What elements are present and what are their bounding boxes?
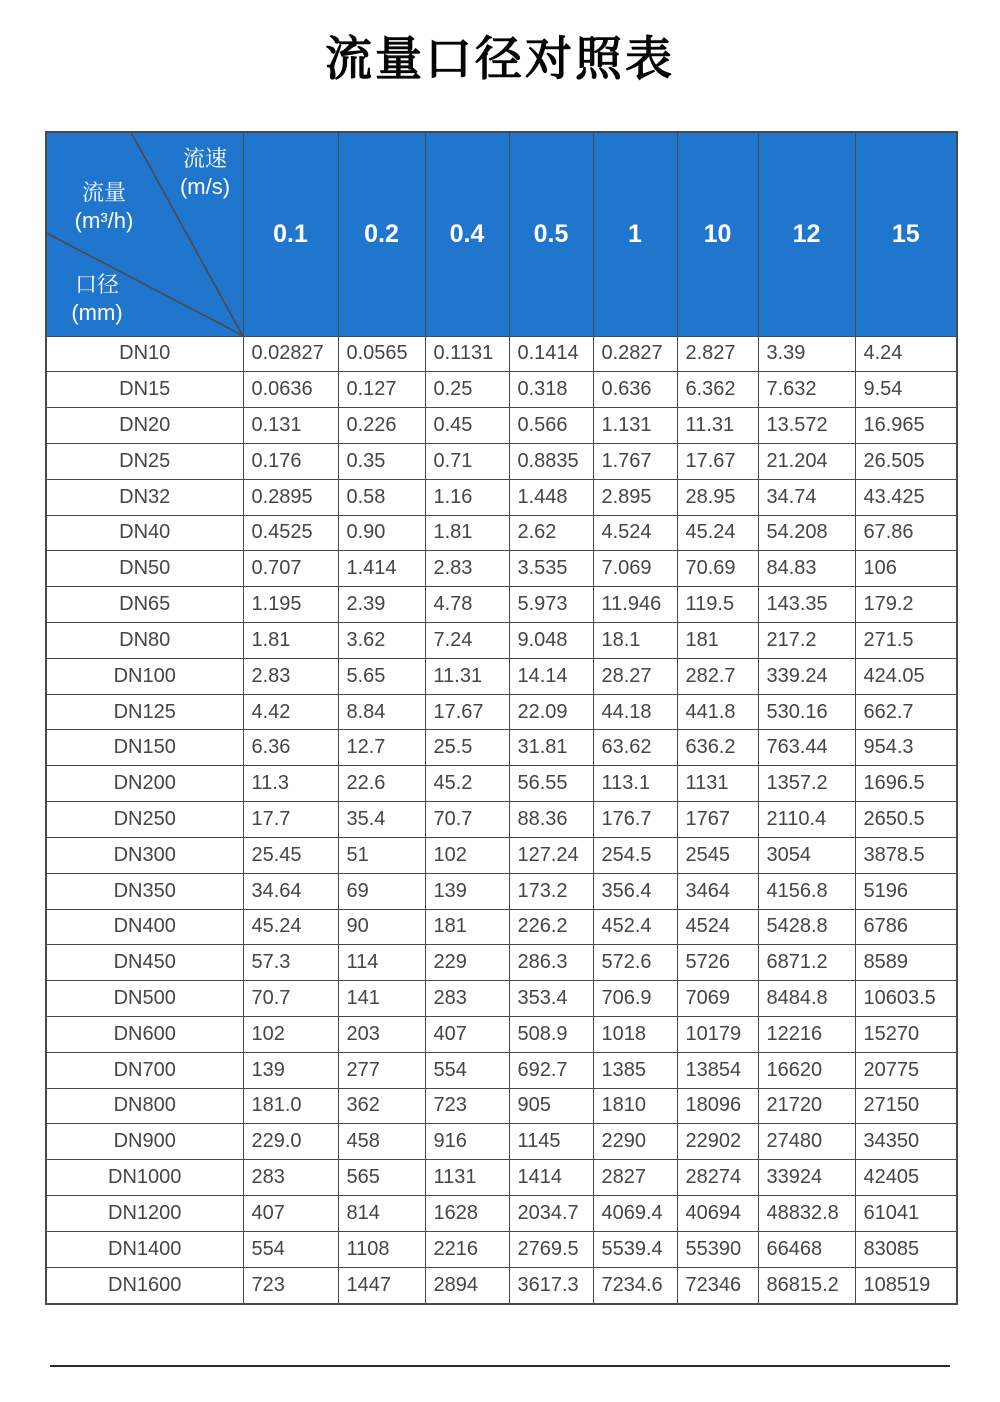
table-cell: 3.62 bbox=[338, 623, 425, 659]
table-cell: 2894 bbox=[425, 1267, 509, 1304]
table-cell: 45.24 bbox=[243, 909, 338, 945]
table-cell: 0.707 bbox=[243, 551, 338, 587]
table-cell: 723 bbox=[243, 1267, 338, 1304]
table-row bbox=[46, 694, 957, 730]
table-cell: 0.71 bbox=[425, 443, 509, 479]
row-label: DN250 bbox=[46, 802, 243, 838]
table-cell: 3054 bbox=[758, 837, 855, 873]
row-label: DN600 bbox=[46, 1016, 243, 1052]
table-cell: 1018 bbox=[593, 1016, 677, 1052]
table-cell: 181.0 bbox=[243, 1088, 338, 1124]
table-cell: 57.3 bbox=[243, 945, 338, 981]
table-cell: 407 bbox=[243, 1196, 338, 1232]
table-cell: 0.318 bbox=[509, 372, 593, 408]
row-label: DN65 bbox=[46, 587, 243, 623]
table-cell: 203 bbox=[338, 1016, 425, 1052]
table-cell: 34.74 bbox=[758, 479, 855, 515]
table-cell: 5.973 bbox=[509, 587, 593, 623]
table-cell: 1414 bbox=[509, 1160, 593, 1196]
table-cell: 21.204 bbox=[758, 443, 855, 479]
table-cell: 28.95 bbox=[677, 479, 758, 515]
table-cell: 22.09 bbox=[509, 694, 593, 730]
table-cell: 572.6 bbox=[593, 945, 677, 981]
table-cell: 45.24 bbox=[677, 515, 758, 551]
table-cell: 66468 bbox=[758, 1231, 855, 1267]
table-cell: 15270 bbox=[855, 1016, 957, 1052]
table-cell: 7234.6 bbox=[593, 1267, 677, 1304]
table-cell: 5428.8 bbox=[758, 909, 855, 945]
table-cell: 7069 bbox=[677, 981, 758, 1017]
table-cell: 1131 bbox=[425, 1160, 509, 1196]
table-cell: 217.2 bbox=[758, 623, 855, 659]
row-label: DN400 bbox=[46, 909, 243, 945]
table-cell: 226.2 bbox=[509, 909, 593, 945]
table-cell: 5539.4 bbox=[593, 1231, 677, 1267]
table-cell: 181 bbox=[425, 909, 509, 945]
table-cell: 0.45 bbox=[425, 408, 509, 444]
row-label: DN1200 bbox=[46, 1196, 243, 1232]
table-cell: 70.7 bbox=[243, 981, 338, 1017]
table-cell: 42405 bbox=[855, 1160, 957, 1196]
table-cell: 2.827 bbox=[677, 336, 758, 372]
table-cell: 1810 bbox=[593, 1088, 677, 1124]
table-cell: 6.362 bbox=[677, 372, 758, 408]
table-cell: 5.65 bbox=[338, 658, 425, 694]
table-cell: 139 bbox=[425, 873, 509, 909]
table-cell: 271.5 bbox=[855, 623, 957, 659]
table-cell: 61041 bbox=[855, 1196, 957, 1232]
table-row bbox=[46, 1088, 957, 1124]
table-cell: 1.81 bbox=[425, 515, 509, 551]
corner-diameter-label bbox=[55, 271, 139, 326]
velocity-header: 0.2 bbox=[338, 132, 425, 336]
table-cell: 13.572 bbox=[758, 408, 855, 444]
diameter-label: 口径 bbox=[74, 272, 119, 297]
table-cell: 353.4 bbox=[509, 981, 593, 1017]
table-cell: 25.45 bbox=[243, 837, 338, 873]
table-cell: 636.2 bbox=[677, 730, 758, 766]
table-cell: 55390 bbox=[677, 1231, 758, 1267]
table-cell: 0.1414 bbox=[509, 336, 593, 372]
table-row bbox=[46, 1267, 957, 1304]
table-cell: 45.2 bbox=[425, 766, 509, 802]
table-cell: 16.965 bbox=[855, 408, 957, 444]
table-cell: 4.524 bbox=[593, 515, 677, 551]
table-cell: 6.36 bbox=[243, 730, 338, 766]
table-cell: 27150 bbox=[855, 1088, 957, 1124]
table-cell: 0.1131 bbox=[425, 336, 509, 372]
row-label: DN1000 bbox=[46, 1160, 243, 1196]
table-cell: 1.81 bbox=[243, 623, 338, 659]
table-cell: 9.54 bbox=[855, 372, 957, 408]
table-cell: 2216 bbox=[425, 1231, 509, 1267]
table-row bbox=[46, 1196, 957, 1232]
table-cell: 4.24 bbox=[855, 336, 957, 372]
table-cell: 28.27 bbox=[593, 658, 677, 694]
table-row bbox=[46, 981, 957, 1017]
table-cell: 181 bbox=[677, 623, 758, 659]
velocity-header: 1 bbox=[593, 132, 677, 336]
table-cell: 339.24 bbox=[758, 658, 855, 694]
bottom-divider bbox=[50, 1365, 950, 1367]
table-row bbox=[46, 802, 957, 838]
table-cell: 905 bbox=[509, 1088, 593, 1124]
table-cell: 31.81 bbox=[509, 730, 593, 766]
table-cell: 3.535 bbox=[509, 551, 593, 587]
table-cell: 0.566 bbox=[509, 408, 593, 444]
table-cell: 48832.8 bbox=[758, 1196, 855, 1232]
table-cell: 452.4 bbox=[593, 909, 677, 945]
row-label: DN50 bbox=[46, 551, 243, 587]
table-cell: 1696.5 bbox=[855, 766, 957, 802]
table-cell: 4.78 bbox=[425, 587, 509, 623]
table-cell: 229.0 bbox=[243, 1124, 338, 1160]
table-cell: 565 bbox=[338, 1160, 425, 1196]
flow-unit: (m³/h) bbox=[74, 207, 134, 233]
table-cell: 26.505 bbox=[855, 443, 957, 479]
table-row bbox=[46, 336, 957, 372]
table-cell: 67.86 bbox=[855, 515, 957, 551]
table-cell: 2.39 bbox=[338, 587, 425, 623]
table-cell: 3617.3 bbox=[509, 1267, 593, 1304]
table-cell: 1.414 bbox=[338, 551, 425, 587]
table-cell: 0.176 bbox=[243, 443, 338, 479]
velocity-header: 12 bbox=[758, 132, 855, 336]
velocity-unit: (m/s) bbox=[179, 173, 231, 199]
row-label: DN100 bbox=[46, 658, 243, 694]
table-cell: 22902 bbox=[677, 1124, 758, 1160]
row-label: DN500 bbox=[46, 981, 243, 1017]
table-cell: 0.8835 bbox=[509, 443, 593, 479]
table-cell: 44.18 bbox=[593, 694, 677, 730]
velocity-header: 10 bbox=[677, 132, 758, 336]
table-cell: 69 bbox=[338, 873, 425, 909]
table-cell: 90 bbox=[338, 909, 425, 945]
table-cell: 0.58 bbox=[338, 479, 425, 515]
table-row bbox=[46, 479, 957, 515]
table-row bbox=[46, 443, 957, 479]
table-cell: 70.69 bbox=[677, 551, 758, 587]
table-cell: 362 bbox=[338, 1088, 425, 1124]
row-label: DN450 bbox=[46, 945, 243, 981]
table-cell: 102 bbox=[243, 1016, 338, 1052]
table-row bbox=[46, 1052, 957, 1088]
table-body bbox=[46, 336, 957, 1304]
table-cell: 88.36 bbox=[509, 802, 593, 838]
table-cell: 283 bbox=[243, 1160, 338, 1196]
table-row bbox=[46, 1231, 957, 1267]
table-cell: 2.83 bbox=[425, 551, 509, 587]
table-row bbox=[46, 658, 957, 694]
table-cell: 8589 bbox=[855, 945, 957, 981]
table-cell: 0.2827 bbox=[593, 336, 677, 372]
table-cell: 11.946 bbox=[593, 587, 677, 623]
table-cell: 2769.5 bbox=[509, 1231, 593, 1267]
table-cell: 723 bbox=[425, 1088, 509, 1124]
table-cell: 1.448 bbox=[509, 479, 593, 515]
table-cell: 11.31 bbox=[425, 658, 509, 694]
table-cell: 283 bbox=[425, 981, 509, 1017]
row-label: DN800 bbox=[46, 1088, 243, 1124]
table-cell: 35.4 bbox=[338, 802, 425, 838]
table-cell: 54.208 bbox=[758, 515, 855, 551]
table-cell: 286.3 bbox=[509, 945, 593, 981]
table-cell: 1385 bbox=[593, 1052, 677, 1088]
table-cell: 17.7 bbox=[243, 802, 338, 838]
table-cell: 1108 bbox=[338, 1231, 425, 1267]
table-cell: 119.5 bbox=[677, 587, 758, 623]
table-cell: 72346 bbox=[677, 1267, 758, 1304]
table-cell: 10179 bbox=[677, 1016, 758, 1052]
table-row bbox=[46, 766, 957, 802]
table-cell: 2545 bbox=[677, 837, 758, 873]
flow-label: 流量 bbox=[81, 180, 126, 205]
velocity-header: 0.4 bbox=[425, 132, 509, 336]
table-cell: 9.048 bbox=[509, 623, 593, 659]
table-cell: 43.425 bbox=[855, 479, 957, 515]
table-cell: 28274 bbox=[677, 1160, 758, 1196]
table-cell: 1.16 bbox=[425, 479, 509, 515]
table-cell: 8.84 bbox=[338, 694, 425, 730]
velocity-header: 0.5 bbox=[509, 132, 593, 336]
table-row bbox=[46, 623, 957, 659]
table-cell: 86815.2 bbox=[758, 1267, 855, 1304]
table-cell: 18096 bbox=[677, 1088, 758, 1124]
table-cell: 16620 bbox=[758, 1052, 855, 1088]
table-cell: 356.4 bbox=[593, 873, 677, 909]
table-cell: 763.44 bbox=[758, 730, 855, 766]
table-cell: 173.2 bbox=[509, 873, 593, 909]
row-label: DN15 bbox=[46, 372, 243, 408]
table-cell: 0.0636 bbox=[243, 372, 338, 408]
corner-cell bbox=[46, 132, 243, 336]
diameter-unit: (mm) bbox=[71, 299, 123, 325]
table-cell: 1.131 bbox=[593, 408, 677, 444]
table-cell: 17.67 bbox=[425, 694, 509, 730]
table-cell: 407 bbox=[425, 1016, 509, 1052]
table-row bbox=[46, 1124, 957, 1160]
table-cell: 3878.5 bbox=[855, 837, 957, 873]
table-cell: 1767 bbox=[677, 802, 758, 838]
table-cell: 7.24 bbox=[425, 623, 509, 659]
table-cell: 34.64 bbox=[243, 873, 338, 909]
flow-diameter-table bbox=[45, 131, 958, 1305]
table-cell: 916 bbox=[425, 1124, 509, 1160]
table-cell: 4.42 bbox=[243, 694, 338, 730]
table-cell: 2290 bbox=[593, 1124, 677, 1160]
table-cell: 113.1 bbox=[593, 766, 677, 802]
row-label: DN32 bbox=[46, 479, 243, 515]
table-cell: 0.02827 bbox=[243, 336, 338, 372]
table-cell: 114 bbox=[338, 945, 425, 981]
table-cell: 530.16 bbox=[758, 694, 855, 730]
table-row bbox=[46, 587, 957, 623]
table-cell: 814 bbox=[338, 1196, 425, 1232]
table-cell: 1131 bbox=[677, 766, 758, 802]
table-cell: 282.7 bbox=[677, 658, 758, 694]
velocity-header: 0.1 bbox=[243, 132, 338, 336]
table-cell: 11.31 bbox=[677, 408, 758, 444]
table-cell: 0.131 bbox=[243, 408, 338, 444]
table-row bbox=[46, 515, 957, 551]
row-label: DN300 bbox=[46, 837, 243, 873]
table-cell: 127.24 bbox=[509, 837, 593, 873]
table-cell: 1.195 bbox=[243, 587, 338, 623]
table-cell: 4524 bbox=[677, 909, 758, 945]
table-cell: 21720 bbox=[758, 1088, 855, 1124]
table-cell: 8484.8 bbox=[758, 981, 855, 1017]
table-cell: 7.632 bbox=[758, 372, 855, 408]
table-cell: 51 bbox=[338, 837, 425, 873]
table-row bbox=[46, 873, 957, 909]
table-cell: 424.05 bbox=[855, 658, 957, 694]
table-cell: 0.2895 bbox=[243, 479, 338, 515]
table-cell: 0.0565 bbox=[338, 336, 425, 372]
table-cell: 7.069 bbox=[593, 551, 677, 587]
header-row bbox=[46, 132, 957, 336]
table-cell: 1357.2 bbox=[758, 766, 855, 802]
row-label: DN150 bbox=[46, 730, 243, 766]
table-row bbox=[46, 837, 957, 873]
table-cell: 508.9 bbox=[509, 1016, 593, 1052]
row-label: DN1600 bbox=[46, 1267, 243, 1304]
table-cell: 254.5 bbox=[593, 837, 677, 873]
table-cell: 18.1 bbox=[593, 623, 677, 659]
table-row bbox=[46, 1160, 957, 1196]
table-cell: 2.83 bbox=[243, 658, 338, 694]
table-cell: 3.39 bbox=[758, 336, 855, 372]
table-row bbox=[46, 945, 957, 981]
table-cell: 108519 bbox=[855, 1267, 957, 1304]
table-cell: 176.7 bbox=[593, 802, 677, 838]
row-label: DN20 bbox=[46, 408, 243, 444]
table-cell: 11.3 bbox=[243, 766, 338, 802]
table-cell: 25.5 bbox=[425, 730, 509, 766]
table-cell: 17.67 bbox=[677, 443, 758, 479]
row-label: DN700 bbox=[46, 1052, 243, 1088]
table-cell: 2.895 bbox=[593, 479, 677, 515]
row-label: DN10 bbox=[46, 336, 243, 372]
table-row bbox=[46, 909, 957, 945]
table-cell: 56.55 bbox=[509, 766, 593, 802]
table-cell: 63.62 bbox=[593, 730, 677, 766]
table-cell: 1.767 bbox=[593, 443, 677, 479]
row-label: DN200 bbox=[46, 766, 243, 802]
table-cell: 27480 bbox=[758, 1124, 855, 1160]
table-row bbox=[46, 551, 957, 587]
page-title: 流量口径对照表 bbox=[325, 32, 675, 85]
table-cell: 143.35 bbox=[758, 587, 855, 623]
table-cell: 70.7 bbox=[425, 802, 509, 838]
table-cell: 83085 bbox=[855, 1231, 957, 1267]
table-cell: 554 bbox=[243, 1231, 338, 1267]
table-cell: 5196 bbox=[855, 873, 957, 909]
table-cell: 229 bbox=[425, 945, 509, 981]
table-cell: 441.8 bbox=[677, 694, 758, 730]
table-cell: 141 bbox=[338, 981, 425, 1017]
table-cell: 40694 bbox=[677, 1196, 758, 1232]
row-label: DN40 bbox=[46, 515, 243, 551]
table-cell: 33924 bbox=[758, 1160, 855, 1196]
table-cell: 2.62 bbox=[509, 515, 593, 551]
table-cell: 692.7 bbox=[509, 1052, 593, 1088]
velocity-header: 15 bbox=[855, 132, 957, 336]
table-cell: 2110.4 bbox=[758, 802, 855, 838]
table-cell: 1447 bbox=[338, 1267, 425, 1304]
table-cell: 6871.2 bbox=[758, 945, 855, 981]
table-cell: 0.226 bbox=[338, 408, 425, 444]
table-cell: 12.7 bbox=[338, 730, 425, 766]
table-cell: 662.7 bbox=[855, 694, 957, 730]
table-cell: 0.25 bbox=[425, 372, 509, 408]
table-cell: 22.6 bbox=[338, 766, 425, 802]
table-cell: 2827 bbox=[593, 1160, 677, 1196]
row-label: DN1400 bbox=[46, 1231, 243, 1267]
table-cell: 0.35 bbox=[338, 443, 425, 479]
velocity-label: 流速 bbox=[182, 146, 227, 171]
table-cell: 6786 bbox=[855, 909, 957, 945]
table-cell: 1145 bbox=[509, 1124, 593, 1160]
table-cell: 706.9 bbox=[593, 981, 677, 1017]
table-cell: 458 bbox=[338, 1124, 425, 1160]
table-cell: 0.636 bbox=[593, 372, 677, 408]
table-row bbox=[46, 372, 957, 408]
table-cell: 2034.7 bbox=[509, 1196, 593, 1232]
table-cell: 139 bbox=[243, 1052, 338, 1088]
table-cell: 13854 bbox=[677, 1052, 758, 1088]
row-label: DN25 bbox=[46, 443, 243, 479]
table-cell: 0.90 bbox=[338, 515, 425, 551]
table-cell: 4156.8 bbox=[758, 873, 855, 909]
row-label: DN350 bbox=[46, 873, 243, 909]
table-cell: 5726 bbox=[677, 945, 758, 981]
table-cell: 4069.4 bbox=[593, 1196, 677, 1232]
table-cell: 102 bbox=[425, 837, 509, 873]
table-cell: 954.3 bbox=[855, 730, 957, 766]
table-cell: 84.83 bbox=[758, 551, 855, 587]
table-row bbox=[46, 408, 957, 444]
table-cell: 554 bbox=[425, 1052, 509, 1088]
table-cell: 179.2 bbox=[855, 587, 957, 623]
table-row bbox=[46, 1016, 957, 1052]
table-cell: 1628 bbox=[425, 1196, 509, 1232]
table-cell: 20775 bbox=[855, 1052, 957, 1088]
row-label: DN125 bbox=[46, 694, 243, 730]
table-row bbox=[46, 730, 957, 766]
table-cell: 277 bbox=[338, 1052, 425, 1088]
table-cell: 3464 bbox=[677, 873, 758, 909]
table-cell: 10603.5 bbox=[855, 981, 957, 1017]
row-label: DN80 bbox=[46, 623, 243, 659]
table-cell: 0.127 bbox=[338, 372, 425, 408]
table-cell: 2650.5 bbox=[855, 802, 957, 838]
table-cell: 34350 bbox=[855, 1124, 957, 1160]
table-cell: 0.4525 bbox=[243, 515, 338, 551]
table-cell: 106 bbox=[855, 551, 957, 587]
row-label: DN900 bbox=[46, 1124, 243, 1160]
table-cell: 14.14 bbox=[509, 658, 593, 694]
corner-velocity-label bbox=[167, 145, 243, 200]
table-cell: 12216 bbox=[758, 1016, 855, 1052]
corner-flow-label bbox=[59, 179, 149, 234]
